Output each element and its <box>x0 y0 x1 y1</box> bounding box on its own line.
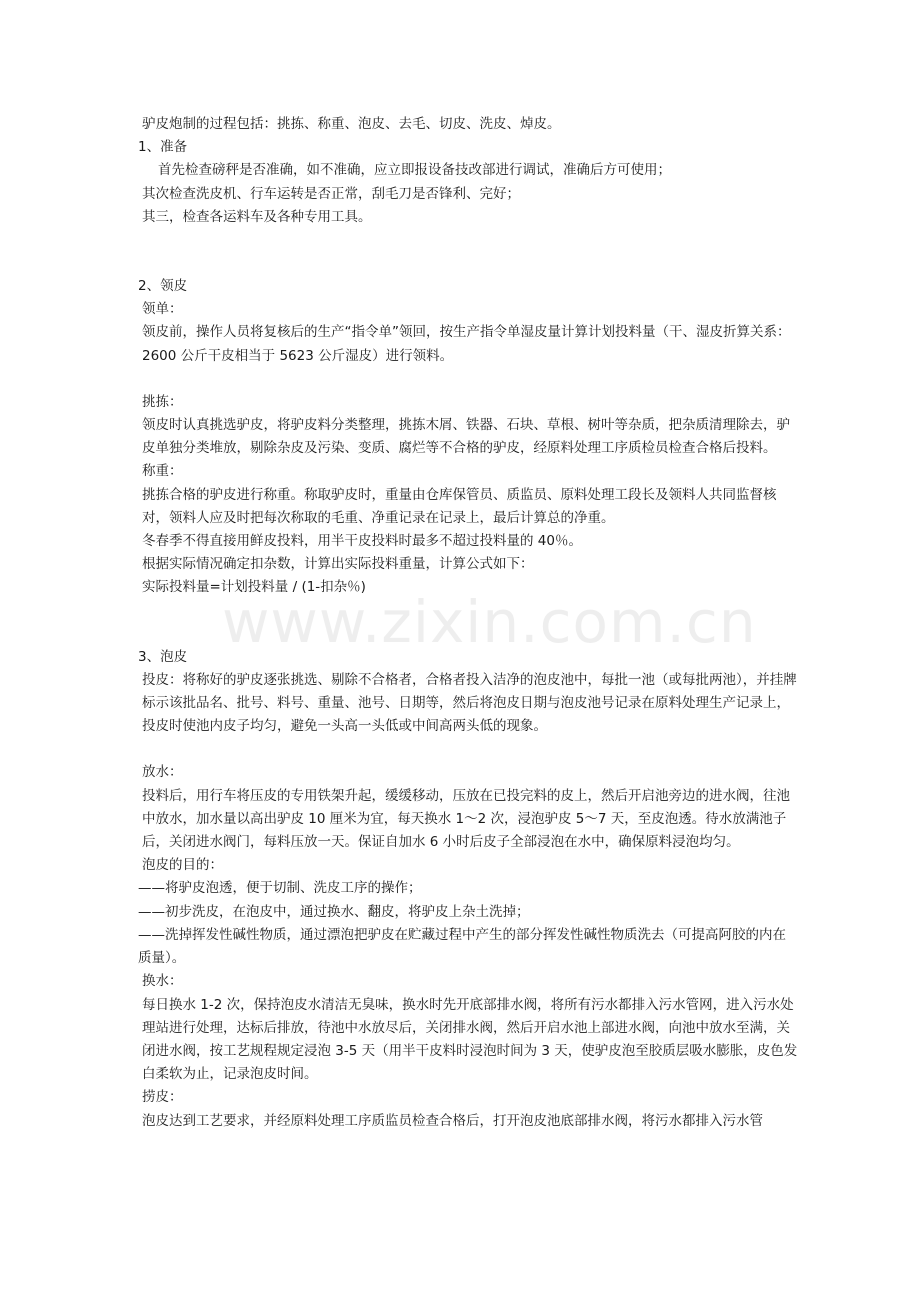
intro-line: 驴皮炮制的过程包括：挑拣、称重、泡皮、去毛、切皮、洗皮、焯皮。 <box>142 116 561 132</box>
document-body <box>138 113 798 1133</box>
section-3-sub-4: 捞皮： <box>142 1089 183 1106</box>
section-3-sub-2: 泡皮的目的： <box>142 857 223 874</box>
section-3-purpose-1: ——将驴皮泡透，便于切制、洗皮工序的操作； <box>138 880 422 897</box>
section-3-para-6: 每日换水 1-2 次，保持泡皮水清洁无臭味，换水时先开底部排水阀，将所有污水都排入污水管网，进入污水处理站进行处理，达标后排放，待池中水放尽后，关闭排水阀，然后开启水池上部进水阀，向池中放水至满，关闭进水阀，按工艺规程规定浸泡 3-5 天（用半干皮料时浸泡时间为 3 天，使驴皮泡至胶质层吸水膨胀，皮色发白柔软为止，记录泡皮时间。 <box>142 996 798 1083</box>
section-2-para-4: 冬春季不得直接用鲜皮投料，用半干皮投料时最多不超过投料量的 40％。 <box>142 533 582 550</box>
section-3-para-1: 投皮：将称好的驴皮逐张挑选、剔除不合格者，合格者投入洁净的泡皮池中，每批一池（或每批两池），并挂牌标示该批品名、批号、料号、重量、池号、日期等，然后将泡皮日期与泡皮池号记录在原料处理生产记录上，投皮时使池内皮子均匀，避免一头高一头低或中间高两头低的现象。 <box>142 671 797 735</box>
section-3-para-7: 泡皮达到工艺要求，并经原料处理工序质监员检查合格后，打开泡皮池底部排水阀，将污水都排入污水管 <box>142 1112 763 1129</box>
section-1-heading: 1、准备 <box>138 139 188 156</box>
spacer <box>138 229 798 275</box>
section-2-para-2: 领皮时认真挑选驴皮，将驴皮料分类整理，挑拣木屑、铁器、石块、草根、树叶等杂质，把杂质清理除去，驴皮单独分类堆放，剔除杂皮及污染、变质、腐烂等不合格的驴皮，经原料处理工序质检员检查合格后投料。 <box>142 417 790 457</box>
spacer <box>138 738 798 761</box>
section-2-para-5: 根据实际情况确定扣杂数，计算出实际投料重量，计算公式如下： <box>142 556 534 573</box>
section-3-sub-1: 放水： <box>142 764 183 781</box>
section-2-para-1: 领皮前，操作人员将复核后的生产“指令单”领回，按生产指令单湿皮量计算计划投料量（干、湿皮折算关系：2600 公斤干皮相当于 5623 公斤湿皮）进行领料。 <box>142 324 791 364</box>
section-1-para-3: 其三，检查各运料车及各种专用工具。 <box>142 208 372 225</box>
watermark: www.zixin.com.cn <box>222 588 757 656</box>
section-1-para-1: 首先检查磅秤是否准确，如不准确，应立即报设备技改部进行调试，准确后方可使用； <box>158 162 671 179</box>
section-2-heading: 2、领皮 <box>138 278 188 295</box>
section-3-para-2: 投料后，用行车将压皮的专用铁架升起，缓缓移动，压放在已投完料的皮上，然后开启池旁边的进水阀，往池中放水，加水量以高出驴皮 10 厘米为宜，每天换水 1～2 次，浸泡驴皮 5～7 天，至皮泡透。待水放满池子后，关闭进水阀门，每料压放一天。保证自加水 6 小时后皮子全部浸泡在水中，确保原料浸泡均匀。 <box>142 787 790 851</box>
section-2-formula: 实际投料量=计划投料量 / (1-扣杂％) <box>142 579 366 596</box>
section-2-sub-2: 挑拣： <box>142 393 183 410</box>
section-3-heading: 3、泡皮 <box>138 648 188 665</box>
spacer <box>138 600 798 646</box>
section-1-para-2: 其次检查洗皮机、行车运转是否正常，刮毛刀是否锋利、完好； <box>142 185 520 202</box>
section-3-purpose-3: ——洗掉挥发性碱性物质，通过漂泡把驴皮在贮藏过程中产生的部分挥发性碱性物质洗去（可提高阿胶的内在质量）。 <box>138 926 786 967</box>
section-3-purpose-2: ——初步洗皮，在泡皮中，通过换水、翻皮，将驴皮上杂土洗掉； <box>138 903 530 920</box>
section-3-sub-3: 换水： <box>142 973 183 990</box>
section-2-sub-3: 称重： <box>142 463 183 480</box>
spacer <box>138 368 798 391</box>
section-2-para-3: 挑拣合格的驴皮进行称重。称取驴皮时，重量由仓库保管员、质监员、原料处理工段长及领料人共同监督核对，领料人应及时把每次称取的毛重、净重记录在记录上，最后计算总的净重。 <box>142 486 777 526</box>
section-2-sub-1: 领单： <box>142 301 183 318</box>
